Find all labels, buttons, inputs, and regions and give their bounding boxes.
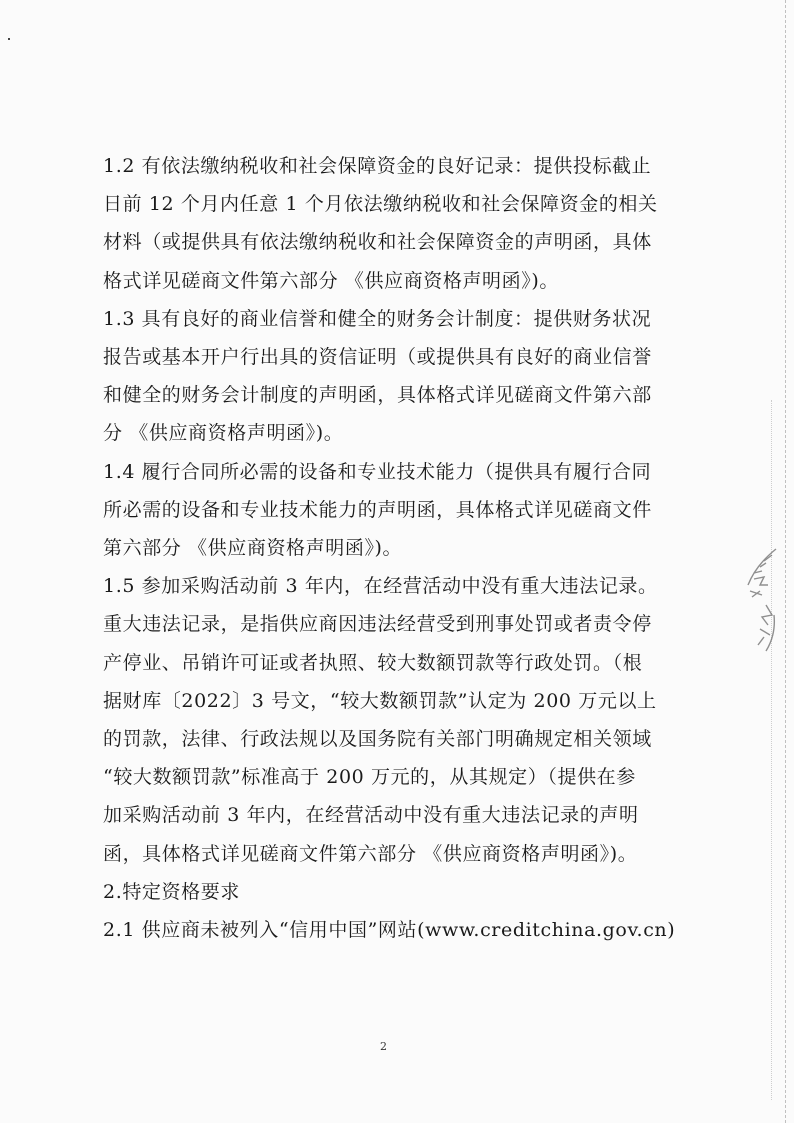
text-line-17: “较大数额罚款”标准高于 200 万元的，从其规定）（提供在参	[103, 766, 636, 789]
text-line-19: 函，具体格式详见磋商文件第六部分 《供应商资格声明函》)。	[103, 842, 638, 865]
page-number: 2	[380, 1040, 387, 1053]
text-line-5: 1.3 具有良好的商业信誉和健全的财务会计制度：提供财务状况	[103, 307, 652, 330]
text-line-14: 产停业、吊销许可证或者执照、较大数额罚款等行政处罚。（根	[103, 651, 643, 674]
seal-fragment-icon	[736, 545, 780, 655]
text-line-20: 2.特定资格要求	[103, 880, 240, 903]
text-line-18: 加采购活动前 3 年内，在经营活动中没有重大违法记录的声明	[103, 804, 639, 827]
text-line-6: 报告或基本开户行出具的资信证明（或提供具有良好的商业信誉	[103, 346, 652, 369]
scan-edge-line-inner	[770, 400, 772, 1100]
text-line-9: 1.4 履行合同所必需的设备和专业技术能力（提供具有履行合同	[103, 460, 652, 483]
text-line-15: 据财库〔2022〕3 号文，“较大数额罚款”认定为 200 万元以上	[103, 689, 657, 712]
text-line-21: 2.1 供应商未被列入“信用中国”网站(www.creditchina.gov.cn)	[103, 919, 676, 942]
text-line-7: 和健全的财务会计制度的声明函，具体格式详见磋商文件第六部	[103, 384, 652, 407]
text-line-8: 分 《供应商资格声明函》)。	[103, 422, 344, 445]
text-line-10: 所必需的设备和专业技术能力的声明函，具体格式详见磋商文件	[103, 498, 652, 521]
scan-speck	[8, 38, 10, 40]
text-line-3: 材料（或提供具有依法缴纳税收和社会保障资金的声明函，具体	[103, 231, 652, 254]
scan-edge-line	[783, 0, 786, 1123]
text-line-1: 1.2 有依法缴纳税收和社会保障资金的良好记录：提供投标截止	[103, 155, 652, 177]
text-line-16: 的罚款，法律、行政法规以及国务院有关部门明确规定相关领域	[103, 728, 652, 751]
text-line-11: 第六部分 《供应商资格声明函》)。	[103, 537, 403, 560]
text-line-12: 1.5 参加采购活动前 3 年内，在经营活动中没有重大违法记录。	[103, 575, 658, 598]
text-line-4: 格式详见磋商文件第六部分 《供应商资格声明函》)。	[103, 269, 559, 292]
text-line-2: 日前 12 个月内任意 1 个月依法缴纳税收和社会保障资金的相关	[103, 193, 658, 216]
document-body	[103, 147, 683, 949]
text-line-13: 重大违法记录，是指供应商因违法经营受到刑事处罚或者责令停	[103, 613, 652, 636]
